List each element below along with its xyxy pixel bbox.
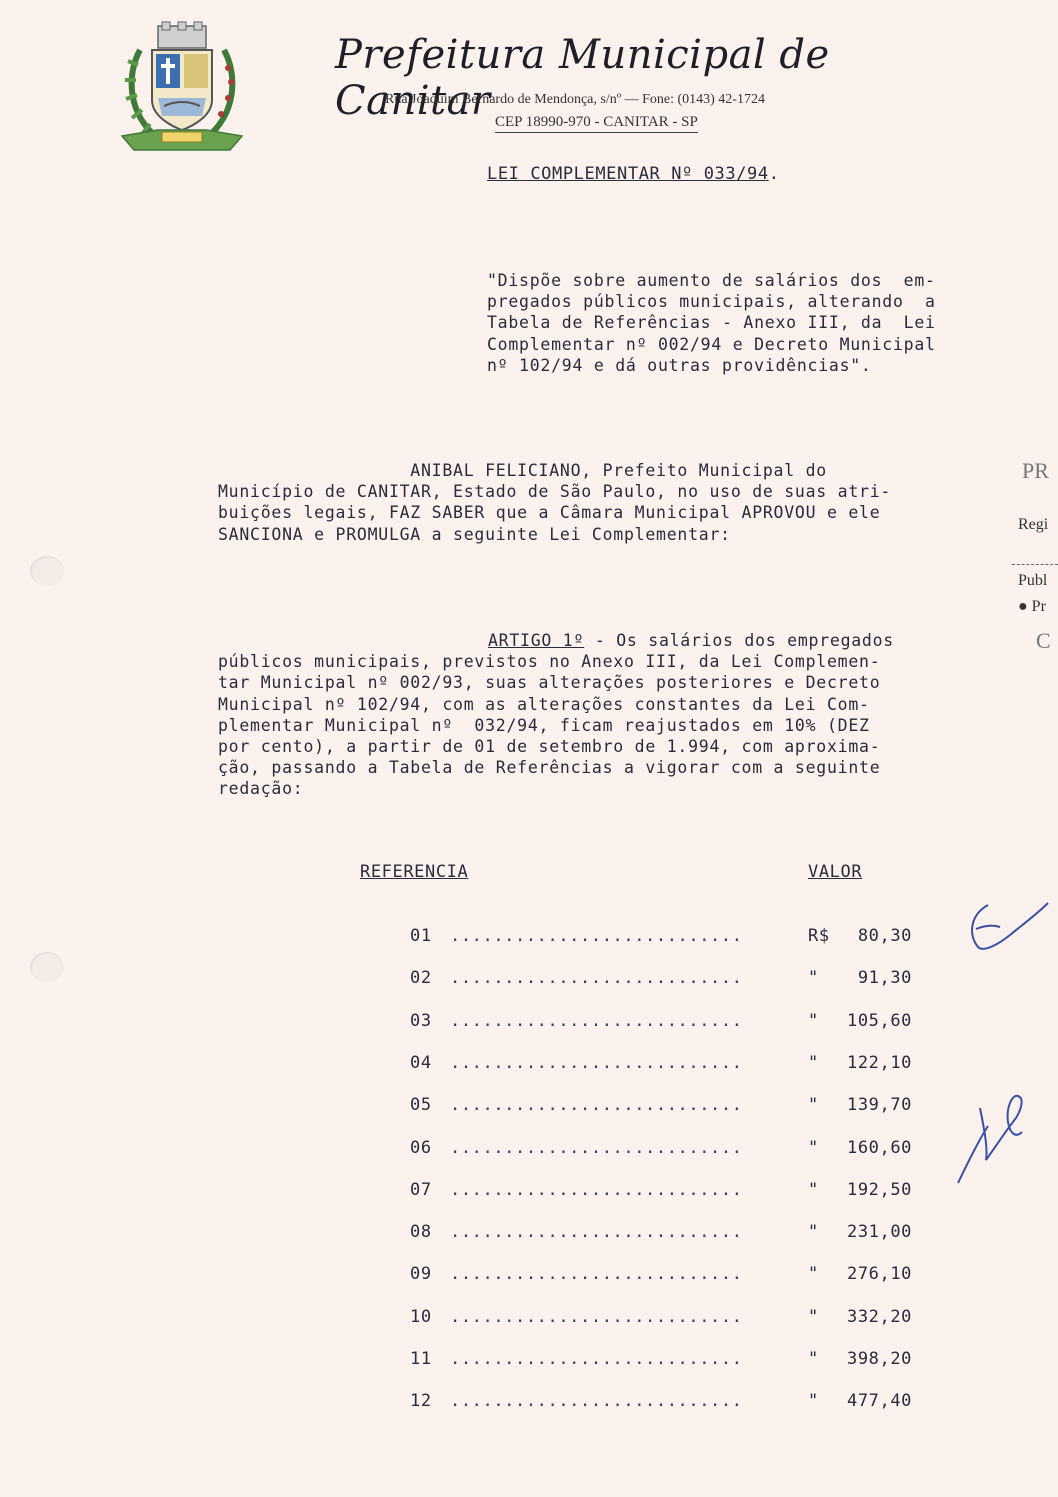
currency-prefix: " [808,1391,819,1412]
salary-row [410,1349,930,1373]
currency-prefix: " [808,1095,819,1116]
margin-note: ● Pr [1018,598,1046,615]
municipal-coat-of-arms [118,20,246,154]
salary-row [410,1053,930,1077]
salary-value: 91,30 [857,968,912,989]
salary-value: 139,70 [846,1095,912,1116]
column-header-value: VALOR [808,862,863,882]
salary-value: 122,10 [846,1052,912,1073]
currency-prefix: " [808,968,819,989]
law-title-suffix: . [768,164,780,184]
margin-note: Regi [1018,516,1049,533]
article-1-label: ARTIGO 1º [488,631,585,650]
column-header-reference: REFERENCIA [360,862,469,882]
currency-prefix: " [808,1222,819,1243]
leader-dots: ........................... [450,1010,743,1031]
salary-row [410,1095,930,1119]
margin-divider [1012,564,1058,565]
reference-number: 05 [410,1095,432,1116]
salary-value: 231,00 [846,1222,912,1243]
leader-dots: ........................... [450,1052,743,1073]
leader-dots: ........................... [450,1222,743,1243]
currency-prefix: " [808,1052,819,1073]
currency-prefix: " [808,1179,819,1200]
law-title [487,164,780,184]
leader-dots: ........................... [450,1349,743,1369]
salary-row [410,1180,930,1204]
salary-row [410,1138,930,1162]
handwritten-initial-signature [960,895,1055,960]
header-cep: CEP 18990-970 - CANITAR - SP [495,114,698,133]
article-1 [218,630,894,800]
salary-value: 477,40 [846,1391,912,1412]
reference-number: 06 [410,1137,432,1158]
salary-value: 160,60 [846,1137,912,1158]
leader-dots: ........................... [450,1391,743,1412]
salary-value: 398,20 [846,1349,912,1369]
margin-note: PR [1022,458,1049,483]
salary-row [410,1307,930,1331]
currency-prefix: " [808,1349,819,1369]
salary-value: 80,30 [857,926,912,946]
leader-dots: ........................... [450,1179,743,1200]
punch-hole [30,556,64,586]
punch-hole [30,952,64,982]
reference-number: 04 [410,1052,432,1073]
leader-dots: ........................... [450,968,743,989]
salary-value: 105,60 [846,1010,912,1031]
salary-row [410,1222,930,1246]
leader-dots: ........................... [450,926,743,946]
leader-dots: ........................... [450,1264,743,1285]
salary-row [410,1011,930,1035]
salary-row [410,1264,930,1288]
law-summary: "Dispõe sobre aumento de salários dos em- pregados públicos municipais, alterando a Tabela de Referências - Anexo III, da Lei Complementar nº 002/94 e Decreto Municipal nº 102/94 e dá outras providências". [487,271,936,375]
reference-number: 12 [410,1391,432,1412]
salary-value: 276,10 [846,1264,912,1285]
salary-row [410,926,930,950]
header-address: Rua Joaquim Bernardo de Mendonça, s/nº — Fone: (0143) 42-1724 [385,92,765,107]
leader-dots: ........................... [450,1306,743,1327]
margin-note: C [1036,628,1051,653]
leader-dots: ........................... [450,1137,743,1158]
reference-number: 09 [410,1264,432,1285]
salary-row [410,968,930,992]
article-1-text-first: - Os salários dos empregados [584,631,894,650]
header-title: Prefeitura Municipal de Canitar [335,32,830,124]
salary-value: 332,20 [846,1306,912,1327]
salary-row [410,1391,930,1415]
article-1-text-rest: públicos municipais, previstos no Anexo III, da Lei Complemen- tar Municipal nº 002/93, suas alterações posteriores e Decreto Municipal nº 102/94, com as alterações constantes da Lei Com- plementar Municipal nº 032/94, ficam reajustados em 10% (DEZ por cento), a partir de 01 de setembro de 1.994, com aproxima- ção, passando a Tabela de Referências a vigorar com a seguinte redação: [218,652,881,799]
reference-number: 11 [410,1349,432,1369]
handwritten-rubric-signature [950,1088,1030,1188]
reference-number: 08 [410,1222,432,1243]
currency-prefix: " [808,1306,819,1327]
reference-number: 07 [410,1179,432,1200]
salary-value: 192,50 [846,1179,912,1200]
currency-prefix: " [808,1137,819,1158]
currency-prefix: " [808,1264,819,1285]
enactment-clause: ANIBAL FELICIANO, Prefeito Municipal do Município de CANITAR, Estado de São Paulo, no uso de suas atri- buições legais, FAZ SABER que a Câmara Municipal APROVOU e ele SANCIONA e PROMULGA a seguinte Lei Complementar: [218,461,892,544]
leader-dots: ........................... [450,1095,743,1116]
reference-number: 01 [410,926,432,946]
currency-prefix: R$ [808,926,830,946]
margin-note: Publ [1018,572,1048,589]
currency-prefix: " [808,1010,819,1031]
reference-number: 03 [410,1010,432,1031]
law-title-text: LEI COMPLEMENTAR Nº 033/94 [487,164,769,184]
reference-number: 10 [410,1306,432,1327]
reference-number: 02 [410,968,432,989]
